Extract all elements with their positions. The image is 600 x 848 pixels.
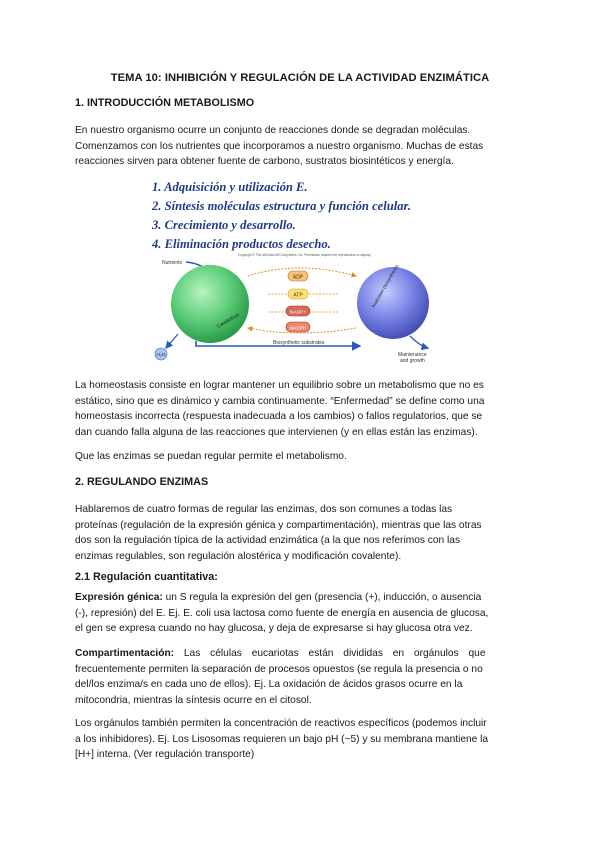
section-heading-introduccion: 1. INTRODUCCIÓN METABOLISMO bbox=[75, 97, 255, 109]
biosynthetic-label: Biosynthetic substrates bbox=[273, 340, 325, 346]
anabolism-label: Anabolism (biosynthesis) bbox=[370, 263, 400, 309]
text-line: homeostasis incorrecta (respuesta inadecuada a los cambios) o fallos regulatorios, que se bbox=[75, 411, 483, 423]
text-span: un S regula la expresión del gen (presencia (+), inducción, o ausencia bbox=[162, 592, 482, 603]
figure-list-item: 1. Adquisición y utilización E. bbox=[152, 180, 308, 194]
text-line: [H+] interna. (Ver regulación transporte) bbox=[75, 749, 255, 761]
text-line: dan cuando falla alguna de las reacciones que intervienen (y en ellas están las enzimas). bbox=[75, 426, 478, 438]
paragraph-homeostasis bbox=[75, 378, 527, 440]
figure-list-item: 3. Crecimiento y desarrollo. bbox=[152, 218, 296, 232]
paragraph-regulation bbox=[75, 449, 527, 465]
figure-list-item: 2. Síntesis moléculas estructura y función celular. bbox=[152, 199, 411, 213]
catabolism-sphere bbox=[171, 265, 249, 343]
paragraph-expresion-genica bbox=[75, 590, 527, 637]
text-line: (-), represión) del E. Ej. E. coli usa lactosa como fuente de energía en ausencia de glucosa, bbox=[75, 607, 489, 619]
term-expresion-genica: Expresión génica: bbox=[75, 592, 163, 603]
text-line bbox=[75, 590, 527, 606]
adp-label: ADP bbox=[292, 274, 304, 281]
text-line: Los orgánulos también permiten la concentración de reactivos específicos (podemos incluir bbox=[75, 718, 487, 729]
anabolism-sphere bbox=[357, 267, 429, 339]
term-compartimentacion: Compartimentación: bbox=[75, 648, 175, 659]
text-line: Que las enzimas se puedan regular permite el metabolismo. bbox=[75, 451, 347, 462]
paragraph-organulos bbox=[75, 716, 527, 763]
text-line: estático, sino que es dinámico y cambia continuamente. “Enfermedad” se define como una bbox=[75, 395, 485, 407]
text-line bbox=[75, 646, 527, 662]
maintenance-arrow bbox=[410, 336, 428, 348]
text-line: proteínas (regulación de la expresión génica y compartimentación), mientras que las otras bbox=[75, 519, 482, 531]
growth-label: and growth bbox=[400, 358, 425, 364]
nutrients-label: Nutrients bbox=[162, 260, 183, 266]
water-arrow bbox=[166, 334, 178, 348]
text-line: a los inhibidores). Ej. Los Lisosomas requieren un bajo pH (~5) y su membrana mantiene la bbox=[75, 733, 489, 745]
text-line: En nuestro organismo ocurre un conjunto de reacciones donde se degradan moléculas. bbox=[75, 125, 471, 136]
metabolism-figure bbox=[148, 178, 458, 370]
atp-label: ATP bbox=[293, 292, 303, 299]
text-line: reacciones sirven para obtener fuente de carbono, sustratos biosintéticos y energía. bbox=[75, 156, 454, 168]
subsection-heading-cuantitativa: 2.1 Regulación cuantitativa: bbox=[75, 571, 218, 583]
copyright-notice: Copyright © The McGraw-Hill Companies, Inc. Permission required for reproduction or display. bbox=[238, 253, 371, 257]
text-line: dos son la regulación típica de la actividad enzimática (a la que nos referimos con las bbox=[75, 535, 461, 547]
page-title: TEMA 10: INHIBICIÓN Y REGULACIÓN DE LA ACTIVIDAD ENZIMÁTICA bbox=[110, 72, 490, 84]
water-label: H₂O bbox=[156, 353, 166, 358]
text-line: mitocondria, mientras la síntesis ocurre en el citosol. bbox=[75, 694, 312, 706]
maintenance-label: Maintenance bbox=[398, 352, 427, 358]
paragraph-four-forms bbox=[75, 502, 527, 564]
paragraph-intro bbox=[75, 123, 527, 170]
text-line: La homeostasis consiste en lograr mantener un equilibrio sobre un metabolismo que no es bbox=[75, 380, 484, 391]
text-line: frecuentemente permiten la separación de procesos opuestos (se regula la presencia o no bbox=[75, 663, 483, 675]
figure-list-item: 4. Eliminación productos desecho. bbox=[152, 237, 331, 251]
text-line: enzimas regulables, son regulación alostérica y modificación covalente). bbox=[75, 550, 402, 562]
section-heading-regulando: 2. REGULANDO ENZIMAS bbox=[75, 476, 209, 488]
text-span: Las células eucariotas están divididas en orgánulos que bbox=[174, 648, 486, 659]
text-line: Hablaremos de cuatro formas de regular las enzimas, dos son comunes a todas las bbox=[75, 504, 453, 515]
paragraph-compartimentacion bbox=[75, 646, 527, 708]
text-line: Comenzamos con los nutrientes que incorporamos a nuestro organismo. Muchas de estas bbox=[75, 140, 484, 152]
catabolism-label: Catabolism bbox=[216, 312, 241, 330]
text-line: el gen se expresa cuando no hay glucosa, y deja de expresarse si hay glucosa otra vez. bbox=[75, 623, 473, 635]
nadph-label: NADPH bbox=[289, 326, 307, 332]
nadp-label: NADP+ bbox=[289, 310, 307, 316]
metabolism-diagram bbox=[148, 178, 458, 370]
text-line: del/los enzima/s en cada uno de ellos). Ej. La oxidación de ácidos grasos ocurre en la bbox=[75, 679, 463, 691]
